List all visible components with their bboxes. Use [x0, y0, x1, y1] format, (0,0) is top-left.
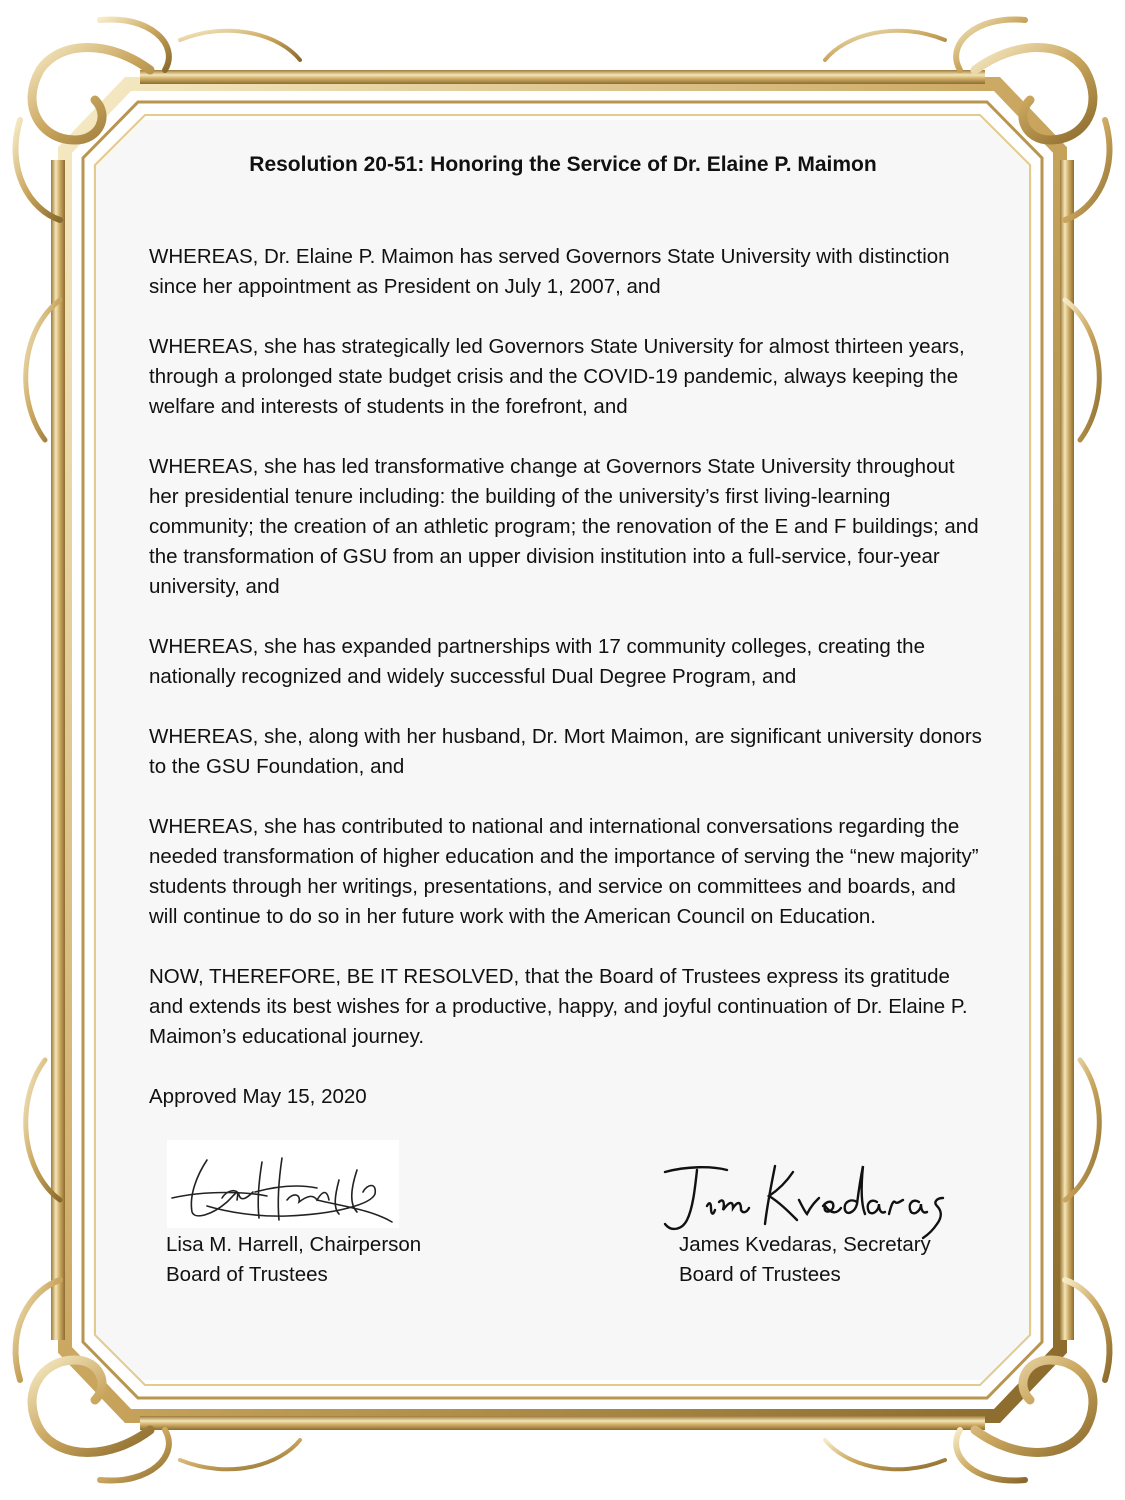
signatory-left-name: Lisa M. Harrell, Chairperson	[166, 1233, 422, 1256]
whereas-paragraph-3: WHEREAS, she has led transformative change at Governors State University throughout her presidential tenure including: the building of the university’s first living-learning community; the creation of an athletic program; the renovation of the E and F buildings; and the transformation of GSU from an upper division institution into a full-service, four-year university, and	[149, 455, 979, 598]
resolved-paragraph: NOW, THEREFORE, BE IT RESOLVED, that the Board of Trustees express its gratitude and extends its best wishes for a productive, happy, and joyful continuation of Dr. Elaine P. Maimon’s educational journey.	[149, 965, 968, 1048]
signatory-right	[679, 1230, 931, 1290]
resolution-body	[149, 148, 989, 1112]
approval-date: Approved May 15, 2020	[149, 1085, 367, 1108]
whereas-paragraph-4: WHEREAS, she has expanded partnerships with 17 community colleges, creating the nationally recognized and widely successful Dual Degree Program, and	[149, 635, 925, 688]
signature-image-harrell	[167, 1140, 399, 1228]
resolution-title: Resolution 20-51: Honoring the Service of Dr. Elaine P. Maimon	[249, 153, 877, 176]
whereas-paragraph-1: WHEREAS, Dr. Elaine P. Maimon has served Governors State University with distinction since her appointment as President on July 1, 2007, and	[149, 245, 950, 298]
signatory-left-org: Board of Trustees	[166, 1263, 328, 1286]
whereas-paragraph-2: WHEREAS, she has strategically led Governors State University for almost thirteen years, through a prolonged state budget crisis and the COVID-19 pandemic, always keeping the welfare and interests of students in the forefront, and	[149, 335, 965, 418]
signatory-left	[166, 1230, 421, 1290]
signature-section	[149, 1140, 989, 1300]
signature-image-kvedaras	[657, 1158, 947, 1240]
whereas-paragraph-6: WHEREAS, she has contributed to national and international conversations regarding the needed transformation of higher education and the importance of serving the “new majority” students through her writings, presentations, and service on committees and boards, and will continue to do so in her future work with the American Council on Education.	[149, 815, 979, 928]
signatory-right-name: James Kvedaras, Secretary	[679, 1233, 931, 1256]
signatory-right-org: Board of Trustees	[679, 1263, 841, 1286]
whereas-paragraph-5: WHEREAS, she, along with her husband, Dr. Mort Maimon, are significant university donors to the GSU Foundation, and	[149, 725, 982, 778]
